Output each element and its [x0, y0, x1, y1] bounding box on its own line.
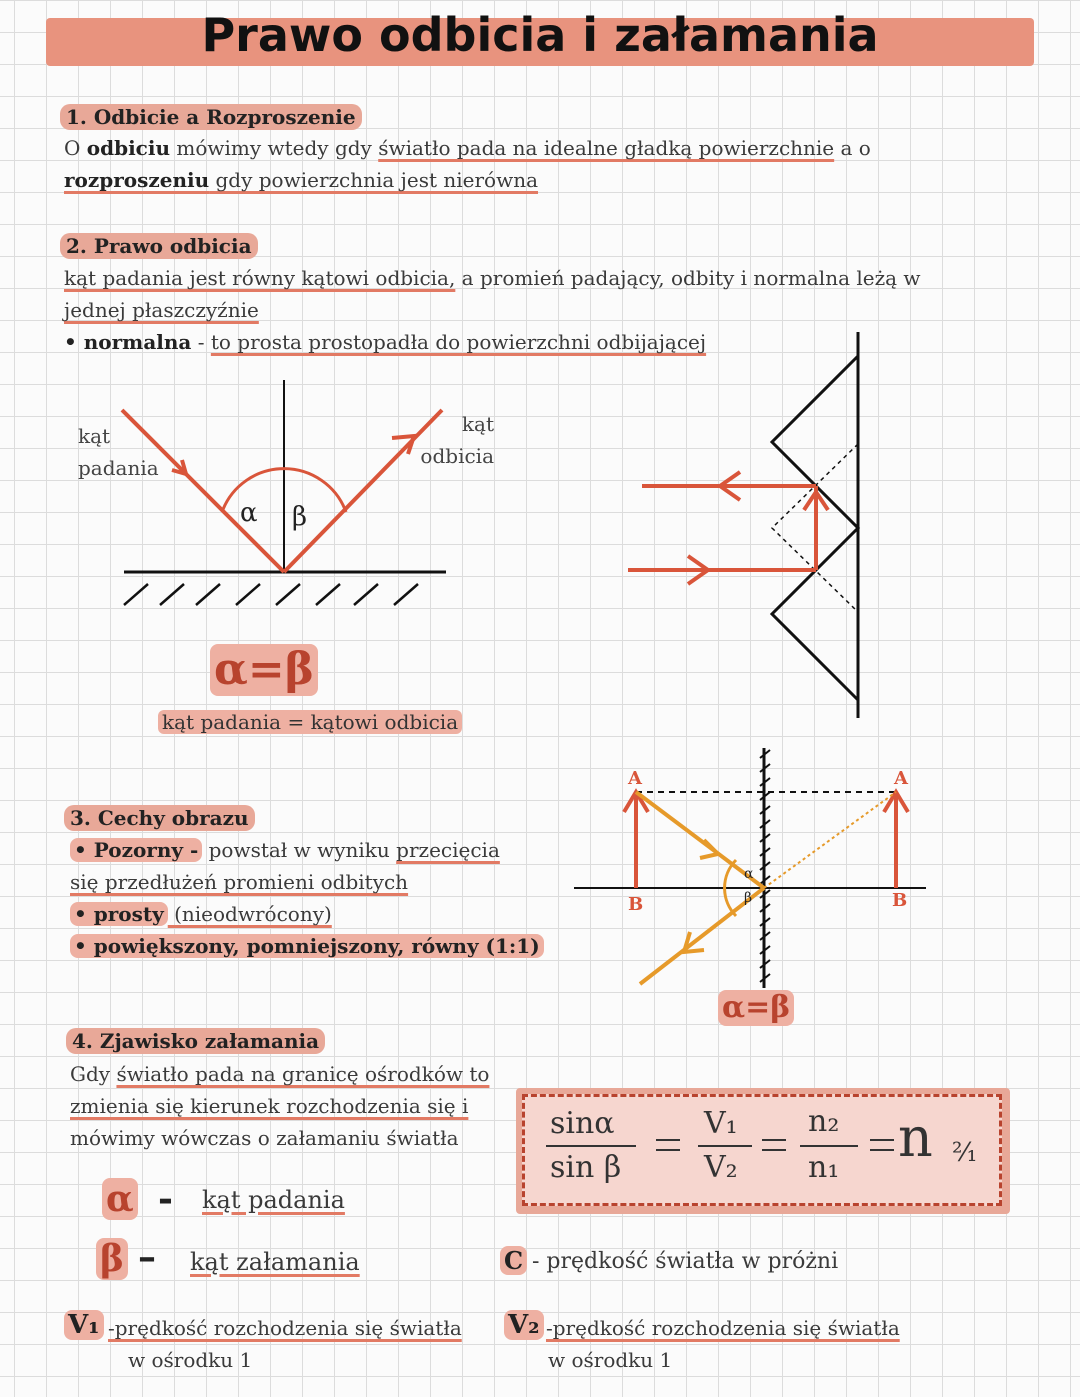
text: odbicia — [420, 444, 494, 468]
text: padania — [78, 456, 159, 480]
underlined-text: to prosta prostopadła do powierzchni odbijającej — [210, 330, 707, 354]
alpha-label: α — [240, 498, 258, 528]
label-B2: B — [892, 890, 908, 911]
underlined-text: przecięcia — [396, 838, 500, 862]
section-4-heading: 4. Zjawisko załamania — [66, 1028, 325, 1054]
legend-v2-symbol: V₂ — [504, 1310, 544, 1340]
legend-v2-text: -prędkość rozchodzenia się światła — [546, 1316, 900, 1340]
legend-alpha-dash: - — [158, 1178, 173, 1220]
underlined-text: zmienia się kierunek rozchodzenia się i — [70, 1094, 469, 1118]
equation-alpha-beta: α=β — [210, 644, 318, 696]
formula-v1: V₁ — [704, 1106, 738, 1141]
text: mówimy wtedy gdy — [170, 136, 379, 160]
section-1-heading: 1. Odbicie a Rozproszenie — [60, 104, 362, 130]
text: O — [64, 136, 87, 160]
formula-sin-beta: sin β — [550, 1150, 622, 1185]
formula-v2: V₂ — [704, 1150, 738, 1185]
label-B1: B — [628, 894, 644, 915]
page-title: Prawo odbicia i załamania — [201, 8, 879, 62]
text: mówimy wówczas o załamaniu światła — [70, 1126, 459, 1150]
text: powstał w wyniku — [202, 838, 397, 862]
legend-beta-symbol: β — [96, 1238, 128, 1280]
formula-n21: ²⁄₁ — [952, 1138, 978, 1168]
text: kąt — [461, 412, 494, 436]
legend-v2-text-2: w ośrodku 1 — [548, 1348, 673, 1372]
underlined-text: światło pada na idealne gładką powierzchnie — [378, 136, 835, 160]
dash: - — [191, 330, 211, 354]
text: a promień padający, odbity i normalna leżą w — [455, 266, 921, 290]
keyword-prosty: • prosty — [70, 902, 168, 926]
text: kąt — [78, 424, 111, 448]
underlined-text: się przedłużeń promieni odbitych — [70, 870, 409, 894]
legend-c-symbol: C — [500, 1246, 527, 1275]
label-A2: A — [894, 768, 908, 789]
underlined-text: światło pada na granicę ośrodków to — [116, 1062, 490, 1086]
equation-alpha-beta-2: α=β — [718, 990, 794, 1026]
text: Gdy — [70, 1062, 117, 1086]
legend-v1-text: -prędkość rozchodzenia się światła — [108, 1316, 462, 1340]
underlined-text: kąt padania jest równy kątowi odbicia, — [64, 266, 456, 290]
legend-alpha-text: kąt padania — [202, 1186, 345, 1214]
legend-beta-text: kąt załamania — [190, 1248, 360, 1276]
underlined-text: jednej płaszczyźnie — [64, 298, 259, 322]
formula-n2: n₂ — [808, 1104, 840, 1139]
legend-alpha-symbol: α — [102, 1178, 138, 1220]
keyword-sizes: • powiększony, pomniejszony, równy (1:1) — [70, 934, 544, 958]
formula-n1: n₁ — [808, 1150, 840, 1185]
beta-label: β — [292, 502, 308, 532]
formula-n: n — [898, 1106, 933, 1169]
legend-c-text: - prędkość światła w próżni — [532, 1249, 839, 1274]
label-A1: A — [628, 768, 642, 789]
underlined-text: gdy powierzchnia jest nierówna — [209, 168, 539, 192]
keyword-rozproszeniu: rozproszeniu — [64, 168, 210, 192]
equation-caption: kąt padania = kątowi odbicia — [158, 710, 462, 734]
alpha-small: α — [744, 866, 754, 882]
legend-v1-symbol: V₁ — [64, 1310, 104, 1340]
beta-small: β — [744, 890, 753, 906]
formula-sin-alpha: sinα — [550, 1106, 615, 1141]
section-2-heading: 2. Prawo odbicia — [60, 233, 258, 259]
keyword-pozorny: • Pozorny - — [70, 838, 202, 862]
keyword-normalna: • normalna — [64, 330, 192, 354]
legend-beta-dash: – — [138, 1236, 156, 1278]
text: a o — [834, 136, 871, 160]
underlined-text: (nieodwrócony) — [167, 902, 332, 926]
legend-v1-text-2: w ośrodku 1 — [128, 1348, 253, 1372]
keyword-odbiciu: odbiciu — [86, 136, 170, 160]
section-3-heading: 3. Cechy obrazu — [64, 805, 255, 831]
